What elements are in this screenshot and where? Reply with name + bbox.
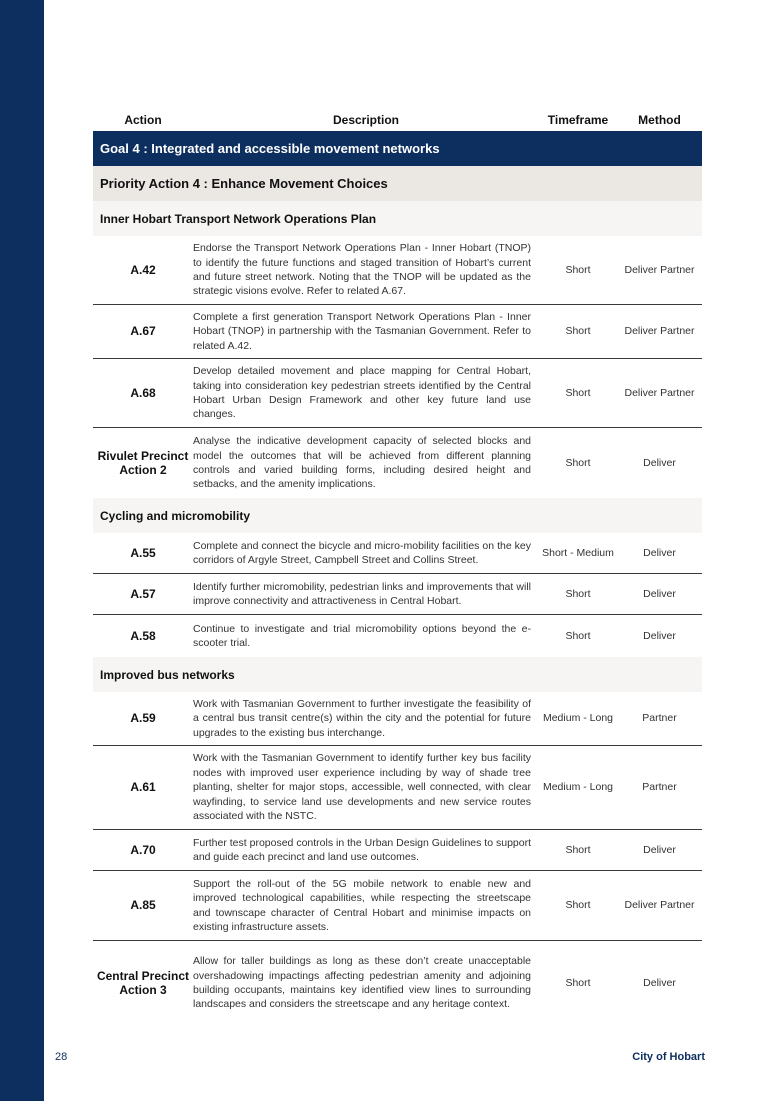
page-number: 28 [55, 1051, 68, 1063]
action-timeframe: Medium - Long [542, 712, 614, 725]
action-id: A.42 [130, 262, 156, 277]
action-timeframe: Short [565, 843, 591, 856]
table-row [93, 305, 702, 359]
action-method: Deliver [643, 456, 676, 469]
sidebar-stripe [0, 0, 44, 1101]
table-row [93, 359, 702, 428]
table-row [93, 830, 702, 871]
table-row [93, 615, 702, 657]
action-description: Support the roll-out of the 5G mobile network to enable new and improved technological capabilities, while respecting the streetscape and townscape character of Central Hobart and minimise impacts on existing infrastructure assets. [193, 877, 531, 933]
action-id: A.57 [130, 586, 156, 601]
action-method: Deliver Partner [624, 325, 695, 338]
action-description: Complete and connect the bicycle and micro-mobility facilities on the key corridors of Argyle Street, Campbell Street and Collins Street. [193, 539, 531, 566]
action-timeframe: Short [565, 263, 591, 276]
table-row [93, 428, 702, 498]
footer-title: City of Hobart [632, 1051, 705, 1063]
action-id: Central Precinct Action 3 [96, 968, 190, 997]
action-method: Deliver [643, 546, 676, 559]
action-method: Deliver [643, 976, 676, 989]
action-id: Rivulet Precinct Action 2 [97, 448, 189, 477]
action-id: A.70 [130, 842, 156, 857]
action-id: A.67 [130, 324, 156, 339]
action-description: Analyse the indicative development capacity of selected blocks and model the outcomes that will be achieved from different planning controls and varied building forms, including desired height and setbacks, and the amenity implications. [193, 435, 531, 491]
action-description: Develop detailed movement and place mapping for Central Hobart, taking into consideration key pedestrian streets identified by the Central Hobart Urban Design Framework and other key future land use changes. [193, 365, 531, 421]
table-row [93, 941, 702, 1025]
action-timeframe: Short [565, 456, 591, 469]
section-heading: Inner Hobart Transport Network Operations Plan [93, 201, 702, 236]
section-heading: Cycling and micromobility [93, 498, 702, 533]
actions-table [93, 108, 702, 1025]
table-row [93, 574, 702, 615]
section-heading: Improved bus networks [93, 657, 702, 692]
action-description: Further test proposed controls in the Urban Design Guidelines to support and guide each precinct and land use outcomes. [193, 836, 531, 863]
action-timeframe: Short [565, 325, 591, 338]
action-method: Deliver [643, 843, 676, 856]
action-method: Deliver Partner [624, 386, 695, 399]
action-timeframe: Short [565, 976, 591, 989]
action-timeframe: Medium - Long [542, 781, 614, 794]
action-description: Endorse the Transport Network Operations Plan - Inner Hobart (TNOP) to identify the future functions and staged transition of Hobart’s current and future street network. Noting that the TNOP will be updated as the strategic visions evolve. Refer to related A.67. [193, 242, 531, 298]
action-description: Work with Tasmanian Government to further investigate the feasibility of a central bus transit centre(s) within the city and the potential for future upgrades to the existing bus interchange. [193, 697, 531, 739]
goal-banner: Goal 4 : Integrated and accessible movement networks [93, 131, 702, 166]
header-timeframe: Timeframe [547, 112, 609, 127]
action-method: Partner [642, 712, 677, 725]
action-id: A.59 [130, 711, 156, 726]
action-timeframe: Short [565, 629, 591, 642]
action-method: Deliver Partner [624, 899, 695, 912]
priority-banner: Priority Action 4 : Enhance Movement Choices [93, 166, 702, 201]
action-description: Work with the Tasmanian Government to identify further key bus facility nodes with improved user experience including by way of shade tree planting, shelter for major stops, accessible, well connected, with clear wayfinding, to service land use developments and new service routes associated with the NSTC. [193, 752, 531, 823]
action-timeframe: Short [565, 587, 591, 600]
table-header [93, 108, 702, 131]
action-id: A.85 [130, 898, 156, 913]
action-method: Deliver Partner [624, 263, 695, 276]
action-id: A.61 [130, 780, 156, 795]
action-id: A.58 [130, 628, 156, 643]
table-row [93, 692, 702, 746]
table-row [93, 533, 702, 574]
action-description: Allow for taller buildings as long as these don’t create unacceptable overshadowing impactings affecting pedestrian amenity and adjoining building occupants, maintains key identified view lines to surrounding landscapes and considers the streetscape and any heritage context. [193, 955, 531, 1011]
action-method: Deliver [643, 629, 676, 642]
table-row [93, 871, 702, 941]
table-row [93, 236, 702, 305]
table-row [93, 746, 702, 830]
action-timeframe: Short - Medium [542, 546, 614, 559]
action-description: Continue to investigate and trial micromobility options beyond the e-scooter trial. [193, 622, 531, 649]
action-method: Partner [642, 781, 677, 794]
action-method: Deliver [643, 587, 676, 600]
action-timeframe: Short [565, 386, 591, 399]
header-description: Description [332, 112, 399, 127]
action-description: Identify further micromobility, pedestrian links and improvements that will improve connectivity and attractiveness in Central Hobart. [193, 580, 531, 607]
action-id: A.68 [130, 385, 156, 400]
header-method: Method [638, 112, 681, 127]
action-id: A.55 [130, 545, 156, 560]
action-description: Complete a first generation Transport Network Operations Plan - Inner Hobart (TNOP) in partnership with the Tasmanian Government. Refer to related A.42. [193, 310, 531, 352]
action-timeframe: Short [565, 899, 591, 912]
header-action: Action [124, 112, 162, 127]
